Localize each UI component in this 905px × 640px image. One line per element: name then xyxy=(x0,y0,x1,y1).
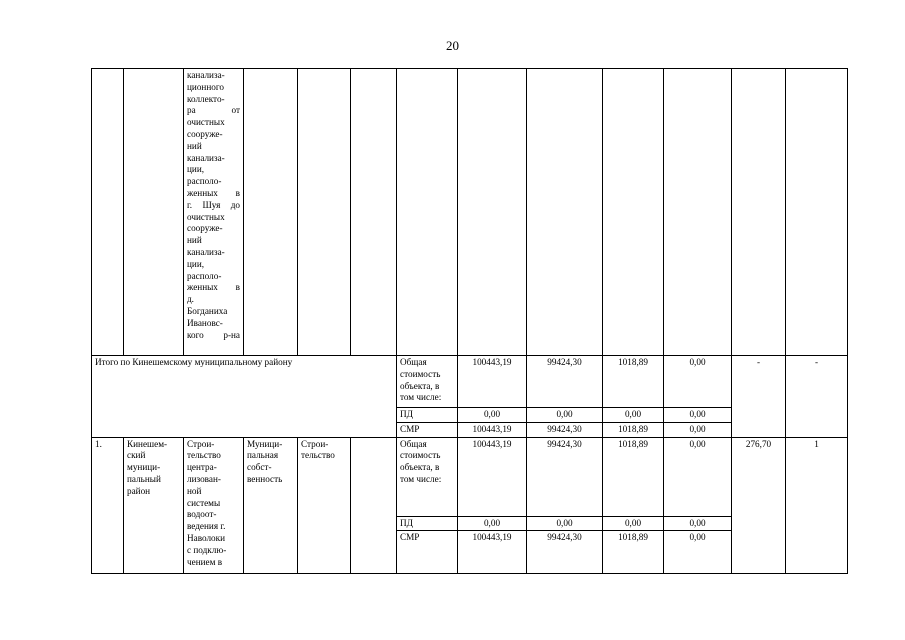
total-pd-v1: 0,00 xyxy=(458,408,527,423)
object-text-line: ции, xyxy=(187,258,205,269)
object-text-line: коллекто- xyxy=(187,93,225,104)
item-row-general xyxy=(92,437,848,516)
total-smr-v3: 1018,89 xyxy=(603,422,664,437)
item-general-v4: 0,00 xyxy=(664,437,732,516)
object-text-line: ционного xyxy=(187,81,224,92)
total-extra2: - xyxy=(786,356,848,438)
item-smr-v2: 99424,30 xyxy=(527,531,603,574)
total-pd-v2: 0,00 xyxy=(527,408,603,423)
object-text-line: г. Шуя до xyxy=(187,199,240,210)
object-text-line: располо- xyxy=(187,176,222,187)
total-general-v4: 0,00 xyxy=(664,356,732,408)
object-text-line: женных в xyxy=(187,187,240,198)
total-smr-v1: 100443,19 xyxy=(458,422,527,437)
item-general-name: Общая стоимость объекта, в том числе: xyxy=(397,437,458,516)
item-district: Кинешем- ский муници- пальный район xyxy=(124,437,184,574)
object-text-line: Богданиха xyxy=(187,305,228,316)
item-work-type: Строи- тельство xyxy=(298,437,351,574)
object-text-line: ний xyxy=(187,235,202,246)
item-pd-v2: 0,00 xyxy=(527,516,603,531)
total-pd-name: ПД xyxy=(397,408,458,423)
cell-object-continuation xyxy=(184,69,244,356)
object-text-line: канализа- xyxy=(187,246,225,257)
item-ownership: Муници- пальная собст- венность xyxy=(244,437,298,574)
total-label: Итого по Кинешемскому муниципальному району xyxy=(92,356,397,438)
object-text-line: ции, xyxy=(187,164,205,175)
total-extra1: - xyxy=(732,356,786,438)
object-text-line: канализа- xyxy=(187,70,225,80)
item-capacity: 276,70 xyxy=(732,437,786,574)
investment-table xyxy=(91,68,848,574)
total-general-v3: 1018,89 xyxy=(603,356,664,408)
object-text-line: сооруже- xyxy=(187,223,223,234)
item-object: Строи- тельство центра- лизован- ной системы водоот- ведения г. Наволоки с подклю- чением в xyxy=(184,437,244,574)
item-smr-v3: 1018,89 xyxy=(603,531,664,574)
total-pd-v3: 0,00 xyxy=(603,408,664,423)
object-text-line: женных в xyxy=(187,282,240,293)
total-general-name: Общая стоимость объекта, в том числе: xyxy=(397,356,458,408)
object-text-line: очистных xyxy=(187,117,225,128)
cell-district xyxy=(124,69,184,356)
total-smr-v2: 99424,30 xyxy=(527,422,603,437)
item-smr-v4: 0,00 xyxy=(664,531,732,574)
object-text-line: Ивановс- xyxy=(187,317,223,328)
total-general-v1: 100443,19 xyxy=(458,356,527,408)
object-text-line: очистных xyxy=(187,211,225,222)
item-pd-v3: 0,00 xyxy=(603,516,664,531)
item-pd-name: ПД xyxy=(397,516,458,531)
object-text-line: ний xyxy=(187,140,202,151)
item-general-v2: 99424,30 xyxy=(527,437,603,516)
item-smr-v1: 100443,19 xyxy=(458,531,527,574)
object-text-line: ра от xyxy=(187,105,240,116)
total-pd-v4: 0,00 xyxy=(664,408,732,423)
total-smr-name: СМР xyxy=(397,422,458,437)
object-text-line: канализа- xyxy=(187,152,225,163)
page-number: 20 xyxy=(446,38,459,53)
object-text-line: сооруже- xyxy=(187,128,223,139)
object-text-line: д. xyxy=(187,294,194,305)
total-row-general xyxy=(92,356,848,408)
item-num: 1. xyxy=(92,437,124,574)
total-smr-v4: 0,00 xyxy=(664,422,732,437)
item-smr-name: СМР xyxy=(397,531,458,574)
item-pd-v1: 0,00 xyxy=(458,516,527,531)
item-general-v3: 1018,89 xyxy=(603,437,664,516)
object-text-line: располо- xyxy=(187,270,222,281)
item-pd-v4: 0,00 xyxy=(664,516,732,531)
continuation-row xyxy=(92,69,848,356)
item-count: 1 xyxy=(786,437,848,574)
item-general-v1: 100443,19 xyxy=(458,437,527,516)
object-text-line: кого р-на xyxy=(187,329,240,340)
cell-num xyxy=(92,69,124,356)
total-general-v2: 99424,30 xyxy=(527,356,603,408)
